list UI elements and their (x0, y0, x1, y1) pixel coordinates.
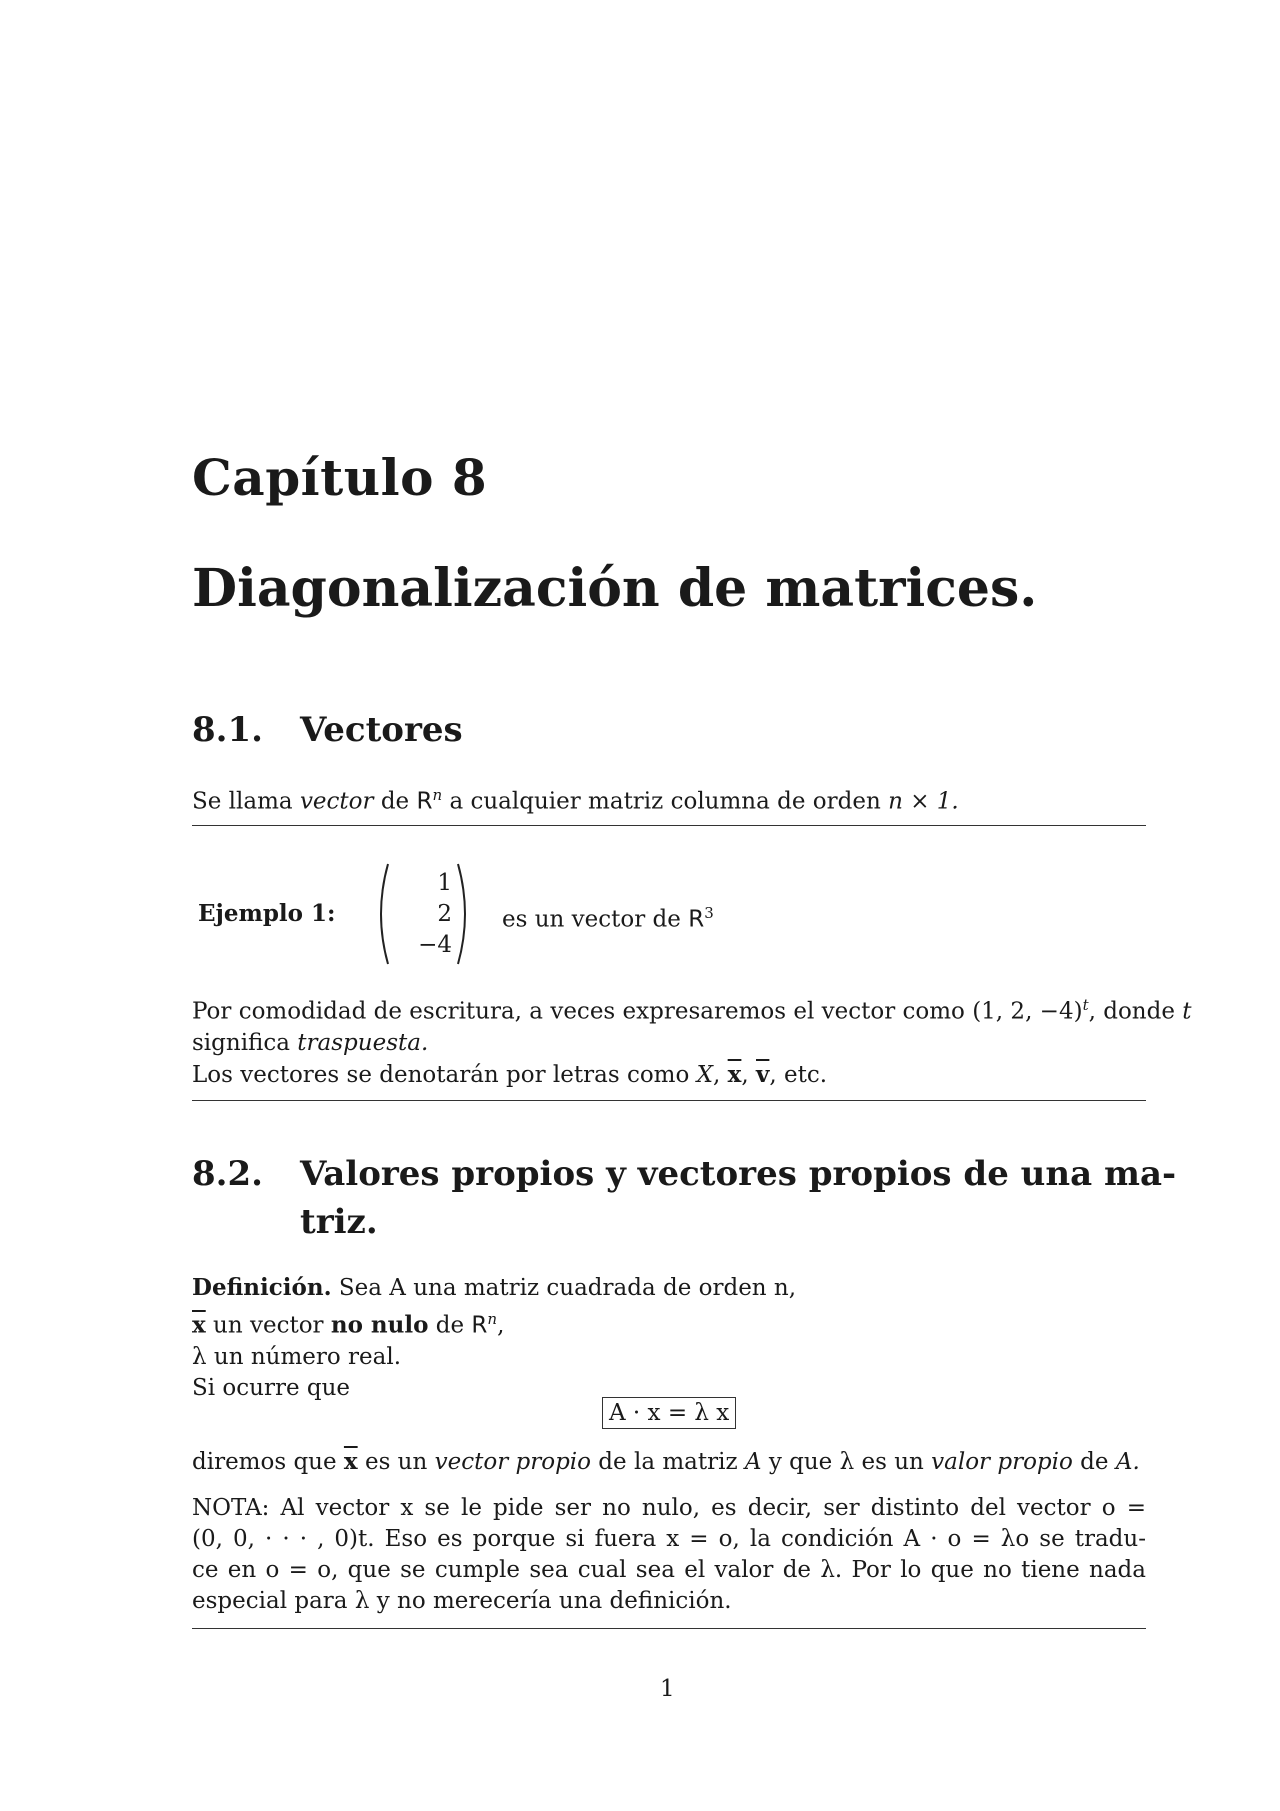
boxed-equation: A · x = λ x (602, 1398, 736, 1429)
rule-3 (192, 1628, 1146, 1629)
rule-1 (192, 825, 1146, 826)
definition-conclusion: diremos que $\overline{x}$ es un vector propio de la matriz A y que λ es un valor propio de A. (192, 1448, 1140, 1475)
vector-entries (394, 868, 452, 961)
chapter-label: Capítulo 8 (192, 448, 488, 507)
vector-entry: 2 (437, 901, 452, 927)
section-2-title-line1: Valores propios y vectores propios de una ma- (300, 1154, 1177, 1194)
vector-entry: −4 (418, 932, 452, 958)
column-vector (374, 862, 474, 966)
notation-paragraph: Por comodidad de escritura, a veces expresaremos el vector como (1, 2, −4)$^t$, donde t significa traspuesta. Los vectores se denotarán por letras como X, $\overline{x}$, $\overline{v}$, etc. (192, 996, 1192, 1088)
vector-entry: 1 (437, 870, 452, 896)
definition-label: Definición. (192, 1274, 332, 1301)
right-paren-icon (456, 862, 472, 966)
section-2-number: 8.2. (192, 1154, 263, 1194)
definition-block: Definición. Sea A una matriz cuadrada de orden n, $\overline{x}$ un vector no nulo de $R^n$, λ un número real. Si ocurre que (192, 1274, 797, 1401)
example-text: es un vector de $R^3$ (502, 904, 714, 933)
section-2-title-line2: triz. (300, 1202, 378, 1242)
chapter-title: Diagonalización de matrices. (192, 558, 1038, 619)
page-number: 1 (660, 1676, 675, 1702)
section-1-number: 8.1. (192, 710, 263, 750)
left-paren-icon (374, 862, 390, 966)
rule-2 (192, 1100, 1146, 1101)
example-label: Ejemplo 1: (198, 900, 336, 927)
nota-paragraph: NOTA: Al vector x se le pide ser no nulo, es decir, ser distinto del vector o = (0, 0, · · · , 0)t. Eso es porque si fuera x = o, la condición A · o = λo se tradu- ce en o = o, que se cumple sea cual sea el valor de λ. Por lo que no tiene nada especial para λ y no merecería una definición. (192, 1495, 1146, 1614)
section-1-definition: Se llama vector de $R^n$ a cualquier matriz columna de orden n × 1. (192, 786, 959, 815)
section-1-title: Vectores (300, 710, 463, 750)
